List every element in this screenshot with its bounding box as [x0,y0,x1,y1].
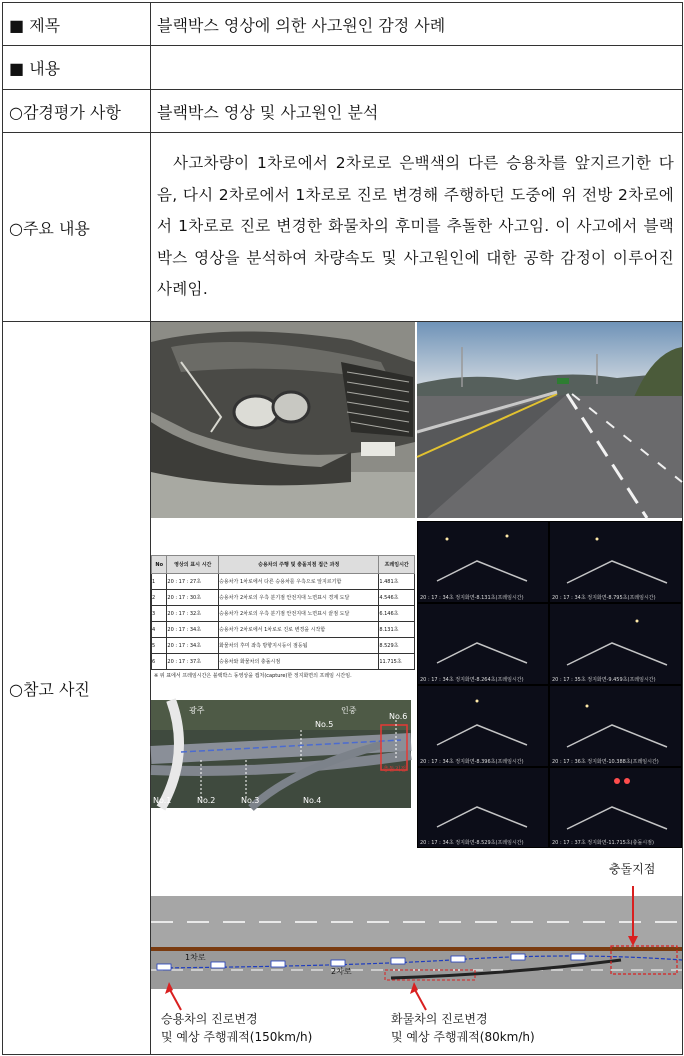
frame-table-note: ※ 위 표에서 프레임시간은 블랙박스 동영상을 캡처(capture)한 정지화면의 프레임 시간임. [154,673,352,679]
impact-point-label: 충돌지점 [609,862,656,876]
eval-value: 블랙박스 영상 및 사고원인 분석 [151,90,683,133]
aerial-label-3: No.3 [241,796,260,805]
photo-cell [151,322,683,1055]
dashcam-frame: 20 : 17 : 34초 정지화면-8.529초(프레임시간) [418,768,548,847]
aerial-label-1: No.1 [153,796,172,805]
report-table [2,2,683,1055]
title-label: ■ 제목 [3,3,151,46]
content-value [151,46,683,90]
dashcam-road-overlays [417,521,682,848]
truck-trajectory-label-1: 화물차의 진로변경 [391,1012,488,1026]
aerial-label-6: No.6 [389,712,408,721]
photo-label: ○참고 사진 [3,322,151,1055]
frame-th-process: 승용차의 주행 및 충돌지점 접근 과정 [219,556,379,574]
frame-th-time: 영상의 표시 시간 [167,556,219,574]
car-trajectory-label-1: 승용차의 진로변경 [161,1012,258,1026]
table-row: 5 20 : 17 : 34초 화물차의 후미 좌측 방향지시등이 점등됨 8.529초 [152,638,415,654]
lane-change-diagram [151,848,682,1052]
aerial-label-5: No.5 [315,720,334,729]
main-content [151,133,683,322]
dashcam-frame: 20 : 17 : 36초 정지화면-10.388초(프레임시간) [550,686,681,766]
main-content-text: 사고차량이 1차로에서 2차로로 은백색의 다른 승용차를 앞지르기한 다음, 다시 2차로에서 1차로로 진로 변경해 주행하던 도중에 위 전방 2차로에서 1차로로 진로 변경한 화물차의 후미를 추돌한 사고임. 이 사고에서 블랙박스 영상을 분석하여 차량속도 및 사고원인에 대한 공학 감정이 이루어진 사례임. [157,154,674,299]
highway-photo [417,322,682,518]
dashcam-frame: 20 : 17 : 35초 정지화면-9.459초(프레임시간) [550,604,681,684]
damaged-car-photo [151,322,415,518]
main-label: ○주요 내용 [3,133,151,322]
damaged-car-image [151,322,415,518]
aerial-label-2: No.2 [197,796,216,805]
frame-table-panel [151,521,415,679]
frame-th-frame: 프레임시간 [379,556,415,574]
dashcam-frame: 20 : 17 : 34초 정지화면-8.264초(프레임시간) [418,604,548,684]
dashcam-frame: 20 : 17 : 34초 정지화면-8.795초(프레임시간) [550,522,681,602]
frame-table [151,555,415,670]
table-row: 2 20 : 17 : 30초 승용차가 2차로의 우측 분기점 안전지대 노면표시 경계 도달 4.546초 [152,590,415,606]
highway-image [417,322,682,518]
car-trajectory-label-2: 및 예상 주행궤적(150km/h) [161,1030,313,1044]
aerial-map [151,700,411,808]
aerial-map-image [151,700,411,808]
aerial-label-4: No.4 [303,796,322,805]
lane2-label: 2차로 [331,967,352,976]
dashcam-frame: 20 : 17 : 34초 정지화면-8.396초(프레임시간) [418,686,548,766]
aerial-dir-right: 인중 [341,706,357,715]
truck-trajectory-label-2: 및 예상 주행궤적(80km/h) [391,1030,535,1044]
table-row: 4 20 : 17 : 34초 승용차가 2차로에서 1차로로 진로 변경을 시작함 8.131초 [152,622,415,638]
table-row: 6 20 : 17 : 37초 승용차와 화물차의 충돌시점 11.715초 [152,654,415,670]
dashcam-frame: 20 : 17 : 34초 정지화면-8.131초(프레임시간) [418,522,548,602]
aerial-dir-left: 광주 [189,706,205,715]
dashcam-frame: 20 : 17 : 37초 정지화면-11.715초(충돌시점) [550,768,681,847]
lane1-label: 1차로 [185,953,206,962]
title-value: 블랙박스 영상에 의한 사고원인 감정 사례 [151,3,683,46]
frame-th-no: No [152,556,167,574]
eval-label: ○감경평가 사항 [3,90,151,133]
table-row: 1 20 : 17 : 27초 승용차가 1차로에서 다른 승용차를 우측으로 앞지르기함 1.481초 [152,574,415,590]
aerial-impact: 충돌지점 [383,766,407,773]
photo-area [151,322,682,1052]
table-row: 3 20 : 17 : 32초 승용차가 2차로의 우측 분기점 안전지대 노면표시 끝점 도달 6.146초 [152,606,415,622]
content-label: ■ 내용 [3,46,151,90]
